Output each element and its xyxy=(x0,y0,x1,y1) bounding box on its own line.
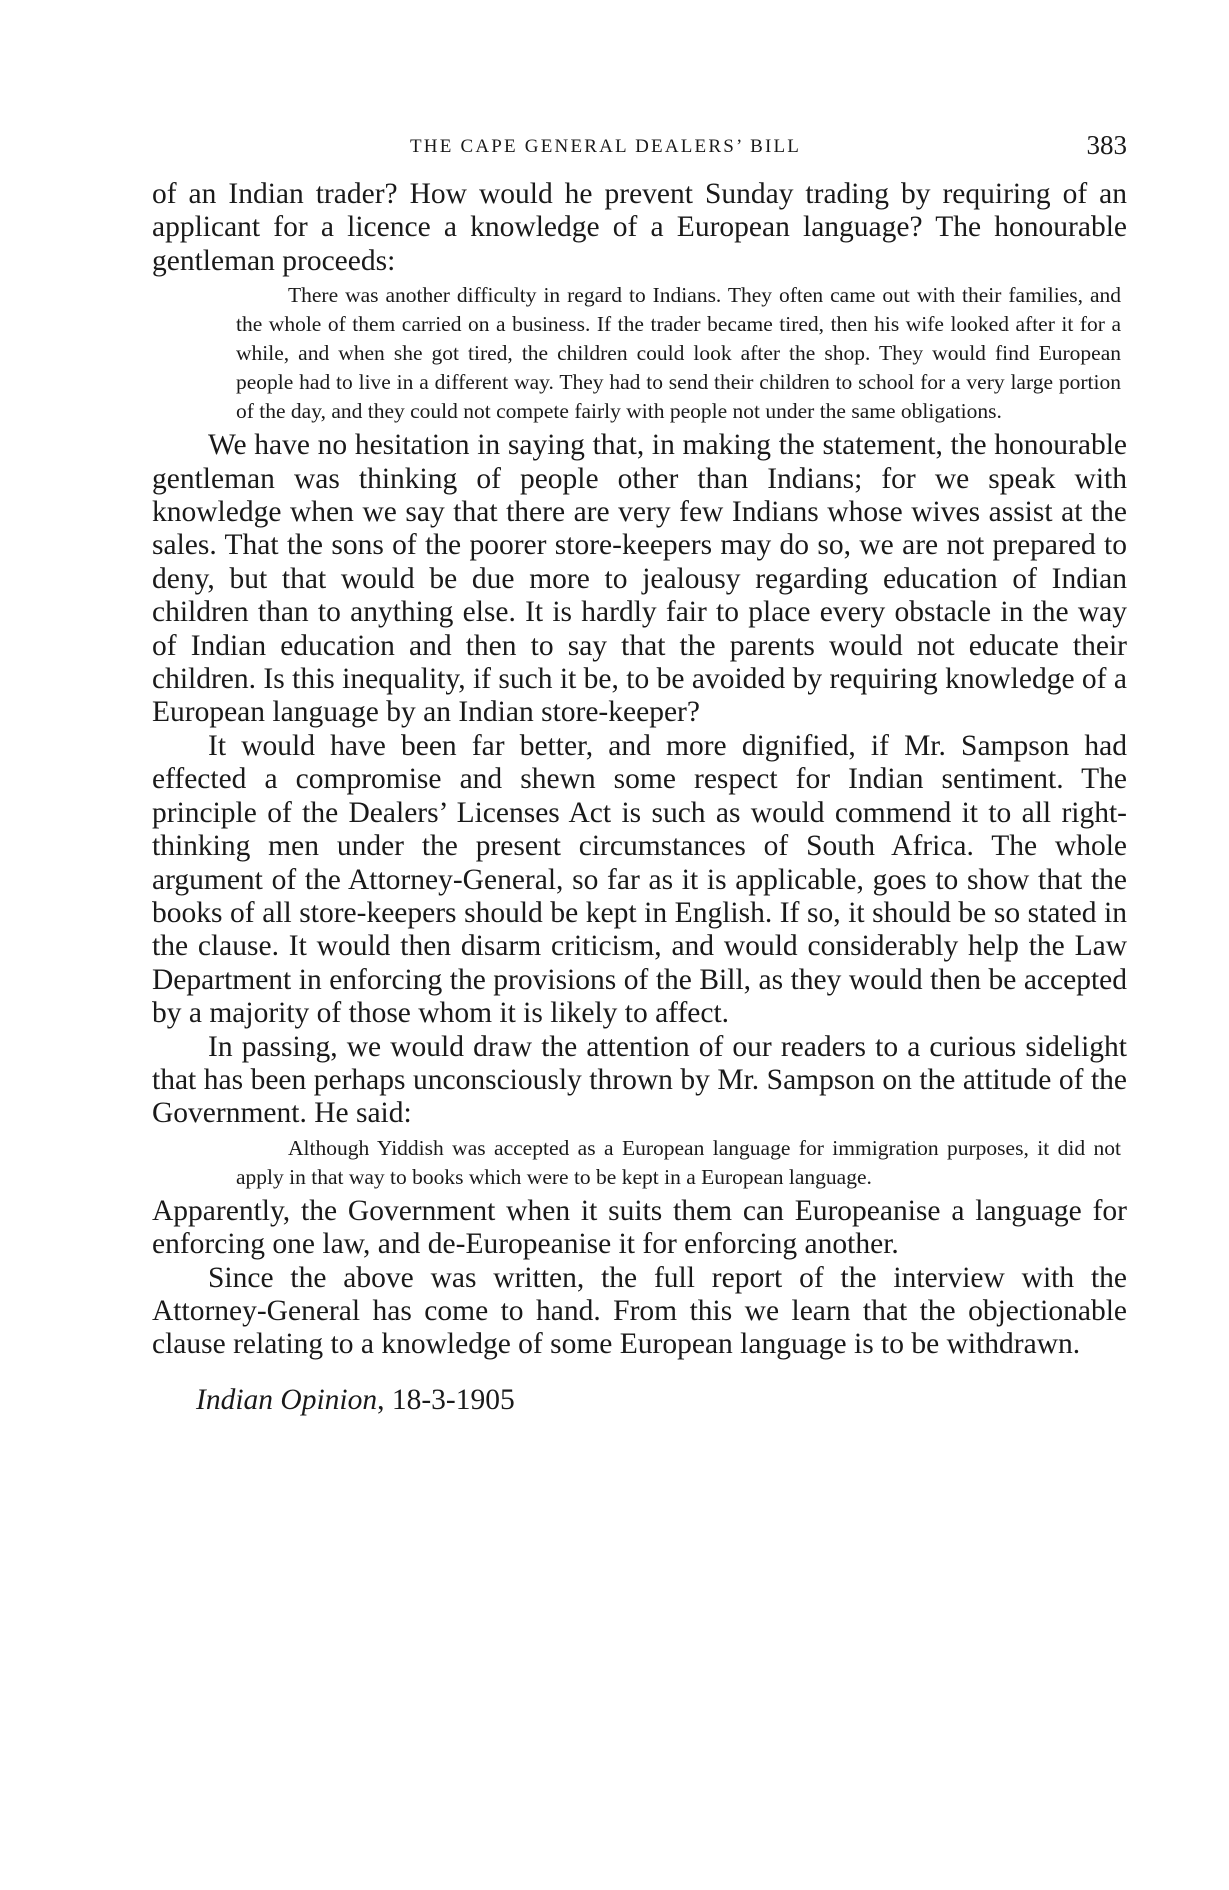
paragraph-2: We have no hesitation in saying that, in making the statement, the honourable gentleman was thinking of people other than Indians; for we speak with knowledge when we say that there are very few Indians whose wives assist at the sales. That the sons of the poorer store-keepers may do so, we are not prepared to deny, but that would be due more to jealousy regarding education of Indian children than to anything else. It is hardly fair to place every obstacle in the way of Indian education and then to say that the parents would not educate their children. Is this inequality, if such it be, to be avoided by requiring knowledge of a European language by an Indian store-keeper? xyxy=(152,429,1127,729)
paragraph-6: Since the above was written, the full report of the interview with the Attorney-General has come to hand. From this we learn that the objectionable clause relating to a knowledge of some European language is to be withdrawn. xyxy=(152,1261,1127,1361)
source-publication: Indian Opinion xyxy=(196,1383,378,1416)
block-quote-2: Although Yiddish was accepted as a European language for immigration purposes, it did not apply in that way to books which were to be kept in a European language. xyxy=(236,1135,1121,1189)
page-number: 383 xyxy=(1086,130,1127,160)
watermark xyxy=(1138,560,1208,1360)
paragraph-1: of an Indian trader? How would he prevent Sunday trading by requiring of an applicant for a licence a knowledge of a European language? The honourable gentleman proceeds: xyxy=(152,178,1127,277)
source-date: 18-3-1905 xyxy=(391,1383,515,1416)
paragraph-4: In passing, we would draw the attention of our readers to a curious sidelight that has been perhaps unconsciously thrown by Mr. Sampson on the attitude of the Government. He said: xyxy=(152,1030,1127,1130)
document-body xyxy=(152,178,1127,1417)
paragraph-3: It would have been far better, and more dignified, if Mr. Sampson had effected a compromise and shewn some respect for Indian sentiment. The principle of the Dealers’ Licenses Act is such as would commend it to all right-thinking men under the present circumstances of South Africa. The whole argument of the Attorney-General, so far as it is applicable, goes to show that the books of all store-keepers should be kept in English. If so, it should be so stated in the clause. It would then disarm criticism, and would considerably help the Law Department in enforcing the provisions of the Bill, as they would then be accepted by a majority of those whom it is likely to affect. xyxy=(152,729,1127,1030)
running-title: THE CAPE GENERAL DEALERS’ BILL xyxy=(410,136,802,157)
source-citation xyxy=(152,1384,1127,1417)
block-quote-1: There was another difficulty in regard to Indians. They often came out with their families, and the whole of them carried on a business. If the trader became tired, then his wife looked after it for a while, and when she got tired, the children could look after the shop. They would find European people had to live in a different way. They had to send their children to school for a very large portion of the day, and they could not compete fairly with people not under the same obligations. xyxy=(236,283,1121,424)
paragraph-5: Apparently, the Government when it suits them can Europeanise a language for enforcing one law, and de-Europeanise it for enforcing another. xyxy=(152,1194,1127,1261)
running-head xyxy=(152,130,1127,164)
source-separator: , xyxy=(377,1383,392,1416)
